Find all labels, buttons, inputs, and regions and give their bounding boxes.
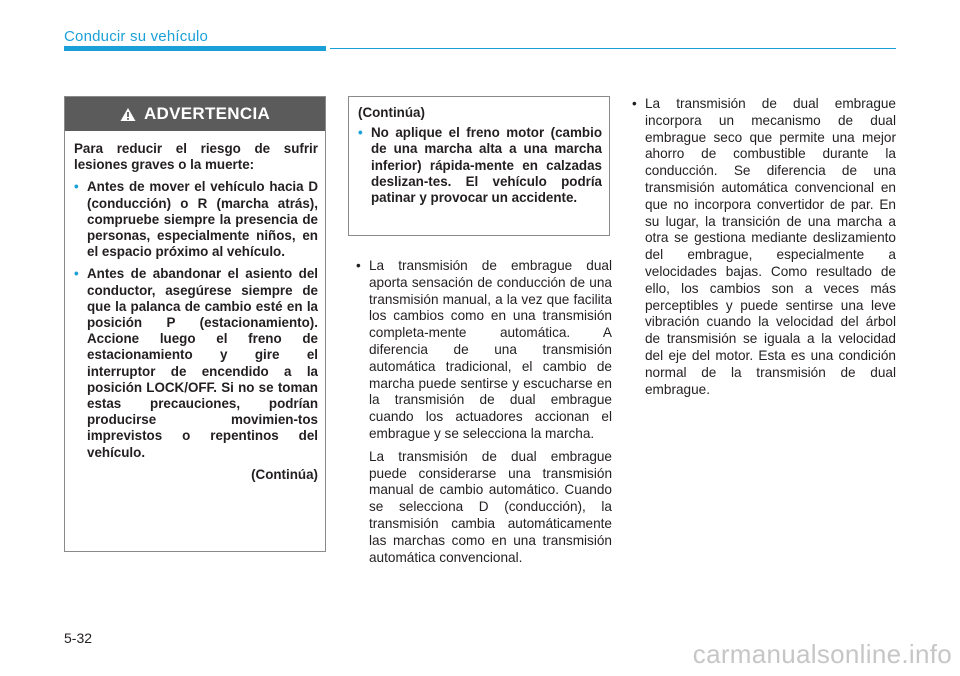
continuation-box — [348, 96, 610, 236]
warning-bullet: • Antes de abandonar el asiento del conductor, asegúrese siempre de que la palanca de cambio esté en la posición P (estacionamiento). Accione luego el freno de estacionamiento y gire el interruptor de encendido a la posición LOCK/OFF. Si no se toman estas precauciones, podrían producirse movimien-tos imprevistos o repentinos del vehículo. — [74, 266, 318, 460]
right-column — [632, 96, 896, 398]
warning-header — [65, 97, 325, 131]
warning-box — [64, 96, 326, 552]
middle-column — [356, 258, 612, 566]
warning-title: ADVERTENCIA — [143, 104, 271, 123]
warning-intro: Para reducir el riesgo de sufrir lesiones graves o la muerte: — [74, 141, 318, 173]
header-rule-thick — [64, 46, 326, 51]
warning-continues: (Continúa) — [251, 466, 318, 482]
warning-triangle-icon — [120, 107, 136, 122]
header-rule-thin — [330, 48, 896, 49]
page-number: 5-32 — [64, 630, 93, 646]
section-title: Conducir su vehículo — [64, 28, 209, 45]
continuation-bullet: • No aplique el freno motor (cambio de una marcha alta a una marcha inferior) rápida-mente en calzadas deslizan-tes. El vehículo podría patinar y provocar un accidente. — [358, 125, 602, 206]
right-bullet: • La transmisión de dual embrague incorpora un mecanismo de dual embrague seco que permite una mejor ahorro de combustible durante la conducción. Se diferencia de una transmisión automática convencional en que no incorpora convertidor de par. En su lugar, la transición de una marcha a otra se gestiona mediante deslizamiento del embrague, especialmente a velocidades bajas. Como resultado de ello, los cambios son a veces más perceptibles y puede sentirse una leve vibración cuando la velocidad del árbol de transmisión se iguala a la velocidad del eje del motor. Esta es una condición normal de la transmisión de dual embrague. — [632, 96, 896, 398]
middle-paragraph: La transmisión de dual embrague puede considerarse una transmisión manual de cambio automático. Cuando se selecciona D (conducción), la transmisión cambia automáticamente las marchas como en una transmisión automática convencional. — [369, 448, 612, 565]
middle-bullet: • La transmisión de embrague dual aporta sensación de conducción de una transmisión manual, a la vez que facilita los cambios como en una transmisión completa-mente automática. A diferencia de una transmisión automática tradicional, el cambio de marcha puede sentirse y escucharse en la transmisión de dual embrague cuando los actuadores accionan el embrague y se selecciona la marcha. — [356, 258, 612, 443]
continuation-heading: (Continúa) — [358, 105, 425, 120]
warning-bullet: • Antes de mover el vehículo hacia D (conducción) o R (marcha atrás), compruebe siempre la presencia de personas, especialmente niños, en el espacio próximo al vehículo. — [74, 179, 318, 260]
watermark: carmanualsonline.info — [692, 639, 952, 669]
